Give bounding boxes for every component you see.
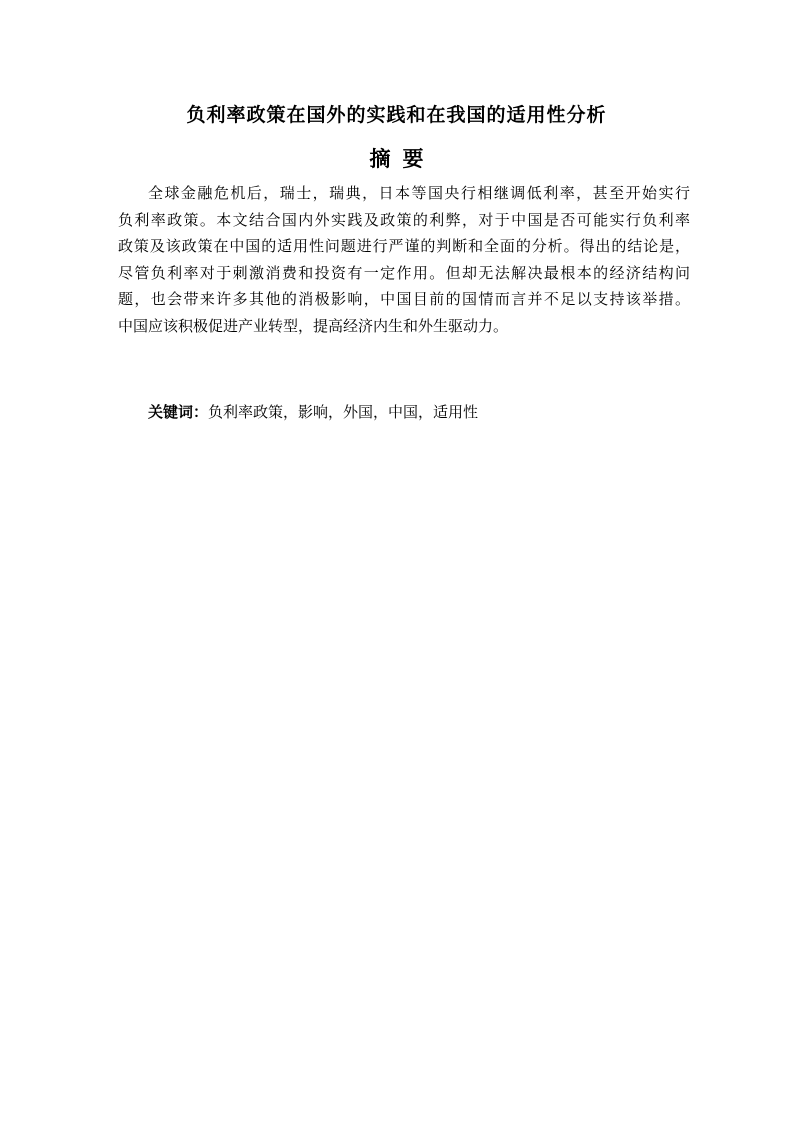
paper-title: 负利率政策在国外的实践和在我国的适用性分析 (186, 104, 607, 126)
keywords-line (148, 399, 478, 425)
abstract-line: 题，也会带来许多其他的消极影响，中国目前的国情而言并不足以支持该举措。 (118, 290, 690, 308)
abstract-line: 政策及该政策在中国的适用性问题进行严谨的判断和全面的分析。得出的结论是， (118, 237, 690, 255)
keywords-label: 关键词： (148, 403, 209, 421)
abstract-line: 尽管负利率对于刺激消费和投资有一定作用。但却无法解决最根本的经济结构问 (118, 263, 690, 282)
abstract-line: 中国应该积极促进产业转型，提高经济内生和外生驱动力。 (118, 316, 509, 335)
keywords-text: 负利率政策，影响，外国，中国，适用性 (208, 403, 479, 421)
abstract-line: 负利率政策。本文结合国内外实践及政策的利弊，对于中国是否可能实行负利率 (118, 210, 690, 229)
abstract-body (118, 180, 690, 339)
abstract-line: 全球金融危机后，瑞士，瑞典，日本等国央行相继调低利率，甚至开始实行 (148, 184, 690, 202)
abstract-heading: 摘要 (369, 147, 436, 171)
